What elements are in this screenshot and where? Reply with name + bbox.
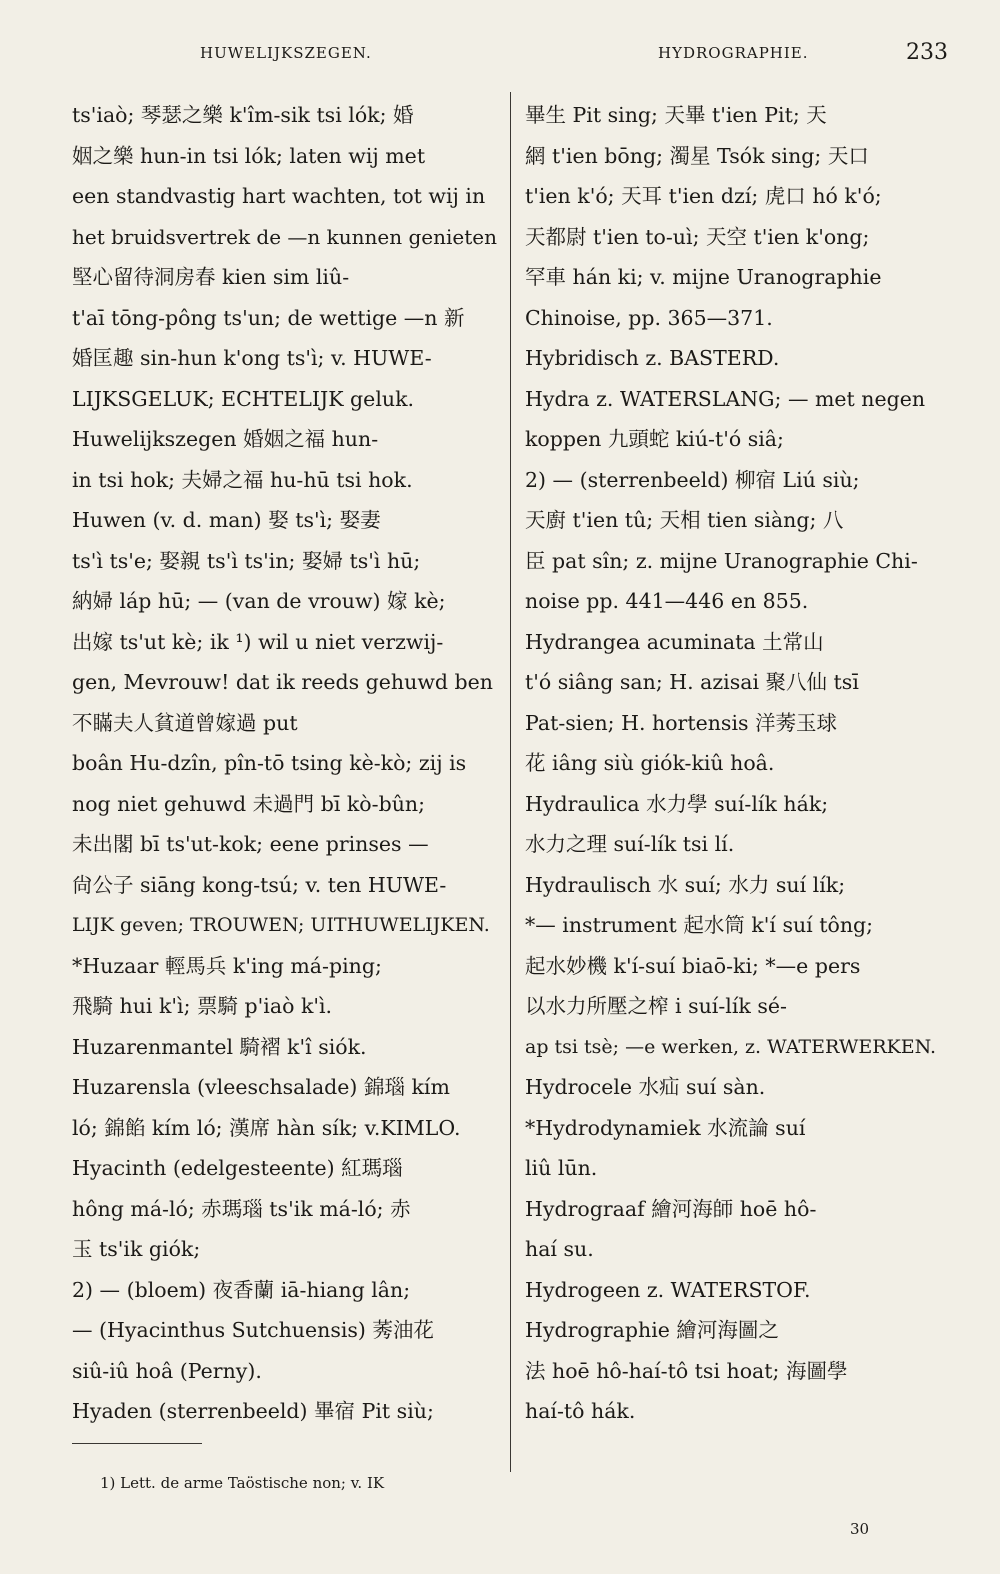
text-line: t'ien k'ó; 天耳 t'ien dzí; 虎口 hó k'ó; — [525, 184, 882, 208]
text-line: 天都尉 t'ien to-uì; 天空 t'ien k'ong; — [525, 224, 870, 249]
text-line: Chinoise, pp. 365—371. — [525, 305, 773, 330]
text-line: t'ó siâng san; H. azisai 聚八仙 tsī — [525, 670, 859, 694]
text-line: haí-tô hák. — [525, 1399, 636, 1423]
text-line: ló; 錦餡 kím ló; 漢席 hàn sík; v.KIMLO. — [72, 1115, 461, 1140]
text-line: boân Hu-dzîn, pîn-tō tsing kè-kò; zij is — [72, 751, 467, 775]
text-line: nog niet gehuwd 未過門 bī kò-bûn; — [72, 791, 426, 816]
text-line: 起水妙機 k'í-suí biaō-ki; *—e pers — [525, 953, 861, 978]
page-number: 233 — [906, 40, 948, 65]
text-line: hông má-ló; 赤瑪瑙 ts'ik má-ló; 赤 — [72, 1196, 411, 1221]
text-line: Hydrograaf 繪河海師 hoē hô- — [525, 1196, 817, 1221]
text-line: liû lūn. — [525, 1156, 598, 1180]
footnote-rule — [72, 1443, 202, 1444]
signature-mark: 30 — [850, 1520, 870, 1538]
text-line: 天廚 t'ien tû; 天相 tien siàng; 八 — [525, 508, 844, 532]
text-line: 畢生 Pit sing; 天畢 t'ien Pit; 天 — [525, 103, 827, 127]
text-line: siû-iû hoâ (Perny). — [72, 1358, 262, 1383]
text-line: koppen 九頭蛇 kiú-t'ó siâ; — [525, 427, 784, 451]
text-line: 尙公子 siāng kong-tsú; v. ten HUWE- — [72, 872, 447, 897]
text-line: ap tsi tsè; —e werken, z. WATERWERKEN. — [525, 1035, 937, 1058]
text-line: 出嫁 ts'ut kè; ik ¹) wil u niet verzwij- — [72, 629, 444, 654]
text-line: 納婦 láp hū; — (van de vrouw) 嫁 kè; — [72, 589, 446, 613]
text-line: Hydrographie 繪河海圖之 — [525, 1318, 779, 1342]
text-line: 不瞞夫人貧道曾嫁過 put — [72, 710, 298, 735]
text-line: Hydraulisch 水 suí; 水力 suí lík; — [525, 872, 846, 897]
text-line: Hyacinth (edelgesteente) 紅瑪瑙 — [72, 1156, 403, 1180]
text-line: haí su. — [525, 1237, 594, 1261]
text-line: ts'iaò; 琴瑟之樂 k'îm-sik tsi lók; 婚 — [72, 103, 414, 127]
text-line: *Hydrodynamiek 水流論 suí — [525, 1115, 806, 1140]
running-header-left: HUWELIJKSZEGEN. — [200, 44, 372, 62]
text-line: 2) — (sterrenbeeld) 柳宿 Liú siù; — [525, 467, 860, 492]
text-line: *— instrument 起水筒 k'í suí tông; — [525, 913, 874, 937]
text-line: een standvastig hart wachten, tot wij in — [72, 184, 486, 208]
text-line: 網 t'ien bōng; 濁星 Tsók sing; 天口 — [525, 143, 869, 168]
text-line: ts'ì ts'e; 娶親 ts'ì ts'in; 娶婦 ts'ì hū; — [72, 548, 421, 573]
text-line: Huzarensla (vleeschsalade) 錦瑙 kím — [72, 1075, 450, 1099]
column-divider — [510, 92, 511, 1472]
text-line: 以水力所壓之榨 i suí-lík sé- — [525, 994, 787, 1018]
text-line: Pat-sien; H. hortensis 洋莠玉球 — [525, 710, 838, 735]
text-line: 2) — (bloem) 夜香蘭 iā-hiang lân; — [72, 1277, 411, 1302]
text-line: — (Hyacinthus Sutchuensis) 莠油花 — [72, 1318, 434, 1342]
text-line: 玉 ts'ik giók; — [72, 1237, 201, 1261]
text-line: 法 hoē hô-haí-tô tsi hoat; 海圖學 — [525, 1358, 848, 1383]
text-line: Hybridisch z. BASTERD. — [525, 346, 780, 370]
right-column — [525, 95, 945, 1432]
text-line: 飛騎 hui k'ì; 票騎 p'iaò k'ì. — [72, 994, 333, 1018]
text-line: Huzarenmantel 騎褶 k'î siók. — [72, 1034, 367, 1059]
text-line: 水力之理 suí-lík tsi lí. — [525, 832, 735, 856]
text-line: Hyaden (sterrenbeeld) 畢宿 Pit siù; — [72, 1399, 434, 1423]
text-line: 花 iâng siù giók-kiû hoâ. — [525, 751, 775, 775]
text-line: noise pp. 441—446 en 855. — [525, 589, 809, 613]
text-line: in tsi hok; 夫婦之福 hu-hū tsi hok. — [72, 467, 413, 492]
text-line: het bruidsvertrek de —n kunnen genieten — [72, 224, 497, 249]
text-line: 臣 pat sîn; z. mijne Uranographie Chi- — [525, 548, 918, 573]
text-line: 罕車 hán ki; v. mijne Uranographie — [525, 265, 882, 289]
text-line: Hydra z. WATERSLANG; — met negen — [525, 386, 926, 411]
text-line: Huwen (v. d. man) 娶 ts'ì; 娶妻 — [72, 508, 381, 532]
footnote: 1) Lett. de arme Taöstische non; v. IK — [100, 1474, 385, 1492]
text-line: Hydrogeen z. WATERSTOF. — [525, 1277, 811, 1302]
left-column — [72, 95, 498, 1432]
text-line: LIJKSGELUK; ECHTELIJK geluk. — [72, 386, 415, 411]
text-line: LIJK geven; TROUWEN; UITHUWELIJKEN. — [72, 914, 490, 936]
running-header-center: HYDROGRAPHIE. — [658, 44, 809, 62]
text-line: 姻之樂 hun-in tsi lók; laten wij met — [72, 143, 426, 168]
text-line: gen, Mevrouw! dat ik reeds gehuwd ben — [72, 670, 493, 694]
text-line: 婚匡趣 sin-hun k'ong ts'ì; v. HUWE- — [72, 346, 432, 370]
text-line: *Huzaar 輕馬兵 k'ing má-ping; — [72, 953, 382, 978]
text-line: Hydrangea acuminata 土常山 — [525, 629, 824, 654]
text-line: 堅心留待洞房春 kien sim liû- — [72, 265, 350, 289]
text-line: Hydraulica 水力學 suí-lík hák; — [525, 791, 829, 816]
text-line: Hydrocele 水疝 suí sàn. — [525, 1075, 766, 1099]
text-line: 未出閣 bī ts'ut-kok; eene prinses — — [72, 832, 429, 856]
text-line: Huwelijkszegen 婚姻之福 hun- — [72, 427, 379, 451]
text-line: t'aī tōng-pông ts'un; de wettige —n 新 — [72, 305, 465, 330]
